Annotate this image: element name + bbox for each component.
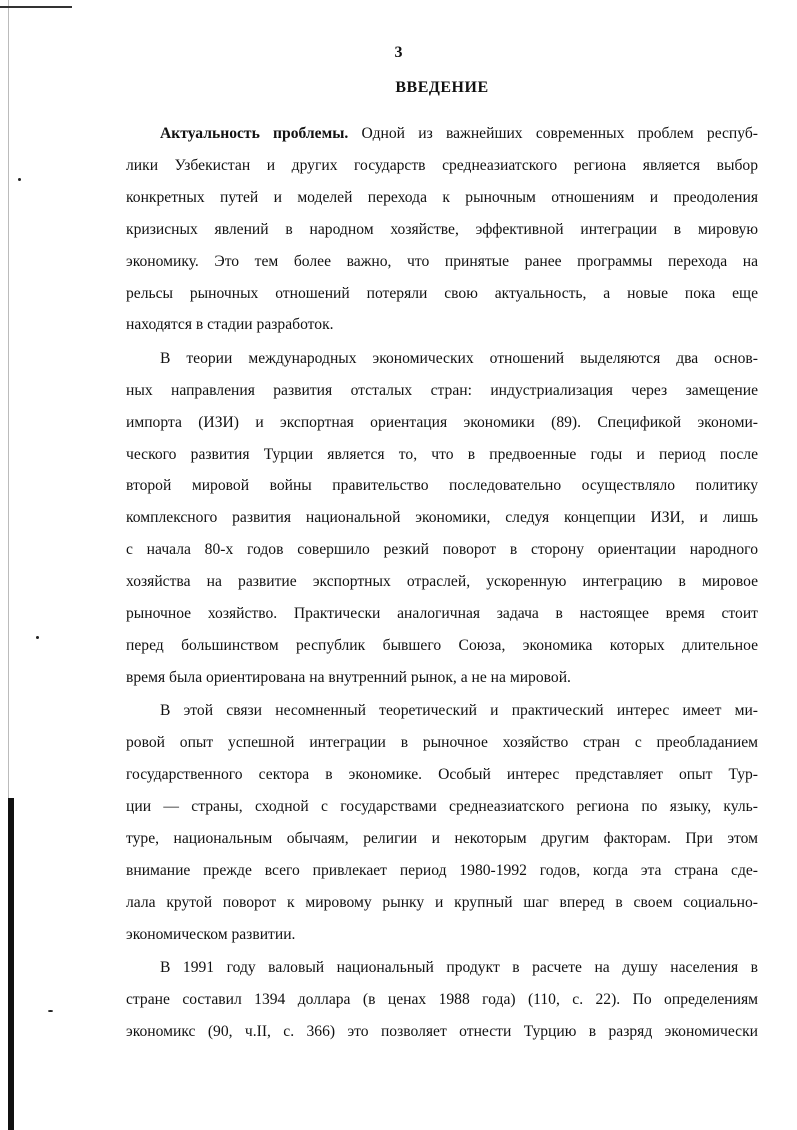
text-line: В 1991 году валовый национальный продукт в расчете на душу населения в [160, 959, 758, 977]
text-line: экономику. Это тем более важно, что принятые ранее программы перехода на [126, 252, 758, 270]
page-heading: ВВЕДЕНИЕ [395, 79, 489, 96]
paragraph-lead: Актуальность проблемы. [160, 125, 349, 142]
scan-binding-shadow [8, 798, 14, 1130]
page-number: 3 [394, 44, 403, 61]
text-line: лики Узбекистан и других государств среднеазиатского региона является выбор [126, 156, 758, 174]
text-line: рельсы рыночных отношений потеряли свою актуальность, а новые пока еще [126, 284, 758, 302]
text-line: В этой связи несомненный теоретический и практический интерес имеет ми- [160, 702, 758, 720]
text-line: экономикс (90, ч.II, с. 366) это позволяет отнести Турцию в разряд экономически [126, 1022, 758, 1040]
text-line: внимание прежде всего привлекает период 1980-1992 годов, когда эта страна сде- [126, 861, 758, 879]
scan-speck [48, 1010, 53, 1012]
text-line: В теории международных экономических отношений выделяются два основ- [160, 349, 758, 367]
text-line: рыночное хозяйство. Практически аналогичная задача в настоящее время стоит [126, 605, 758, 623]
text-line: конкретных путей и моделей перехода к рыночным отношениям и преодоления [126, 188, 758, 206]
paragraph-experience [126, 695, 758, 950]
text-line: ных направления развития отсталых стран: индустриализация через замещение [126, 381, 758, 399]
text-line: лала крутой поворот к мировому рынку и крупный шаг вперед в своем социально- [126, 893, 758, 911]
text-line: с начала 80-х годов совершило резкий поворот в сторону ориентации народного [126, 541, 758, 559]
text-line: комплексного развития национальной экономики, следуя концепции ИЗИ, и лишь [126, 509, 758, 527]
text-line: хозяйства на развитие экспортных отраслей, ускоренную интеграцию в мировое [126, 573, 758, 591]
scan-top-mark [0, 6, 72, 8]
text-line: кризисных явлений в народном хозяйстве, эффективной интеграции в мировую [126, 220, 758, 238]
text-line: туре, национальным обычаям, религии и некоторым другим факторам. При этом [126, 829, 758, 847]
text-line: время была ориентирована на внутренний рынок, а не на мировой. [126, 668, 571, 686]
paragraph-gnp [126, 952, 758, 1048]
text-line: ровой опыт успешной интеграции в рыночное хозяйство стран с преобладанием [126, 734, 758, 752]
text-line: импорта (ИЗИ) и экспортная ориентация экономики (89). Спецификой экономи- [126, 413, 758, 431]
scan-speck [36, 636, 39, 639]
document-body [126, 118, 758, 1048]
paragraph-relevance [126, 118, 758, 341]
text-line: ческого развития Турции является то, что в предвоенные годы и период после [126, 445, 758, 463]
text-line: ции — страны, сходной с государствами среднеазиатского региона по языку, куль- [126, 798, 758, 816]
text-line: государственного сектора в экономике. Особый интерес представляет опыт Тур- [126, 766, 758, 784]
text-line: Актуальность проблемы. Одной из важнейших современных проблем респуб- [160, 125, 758, 142]
text-line: второй мировой войны правительство последовательно осуществляло политику [126, 477, 758, 495]
text-line: перед большинством республик бывшего Союза, экономика которых длительное [126, 637, 758, 654]
text-line: экономическом развитии. [126, 925, 296, 943]
text-line: находятся в стадии разработок. [126, 316, 334, 334]
text-line: стране составил 1394 доллара (в ценах 1988 года) (110, с. 22). По определениям [126, 990, 758, 1008]
scan-speck [18, 178, 21, 181]
paragraph-theory [126, 343, 758, 694]
